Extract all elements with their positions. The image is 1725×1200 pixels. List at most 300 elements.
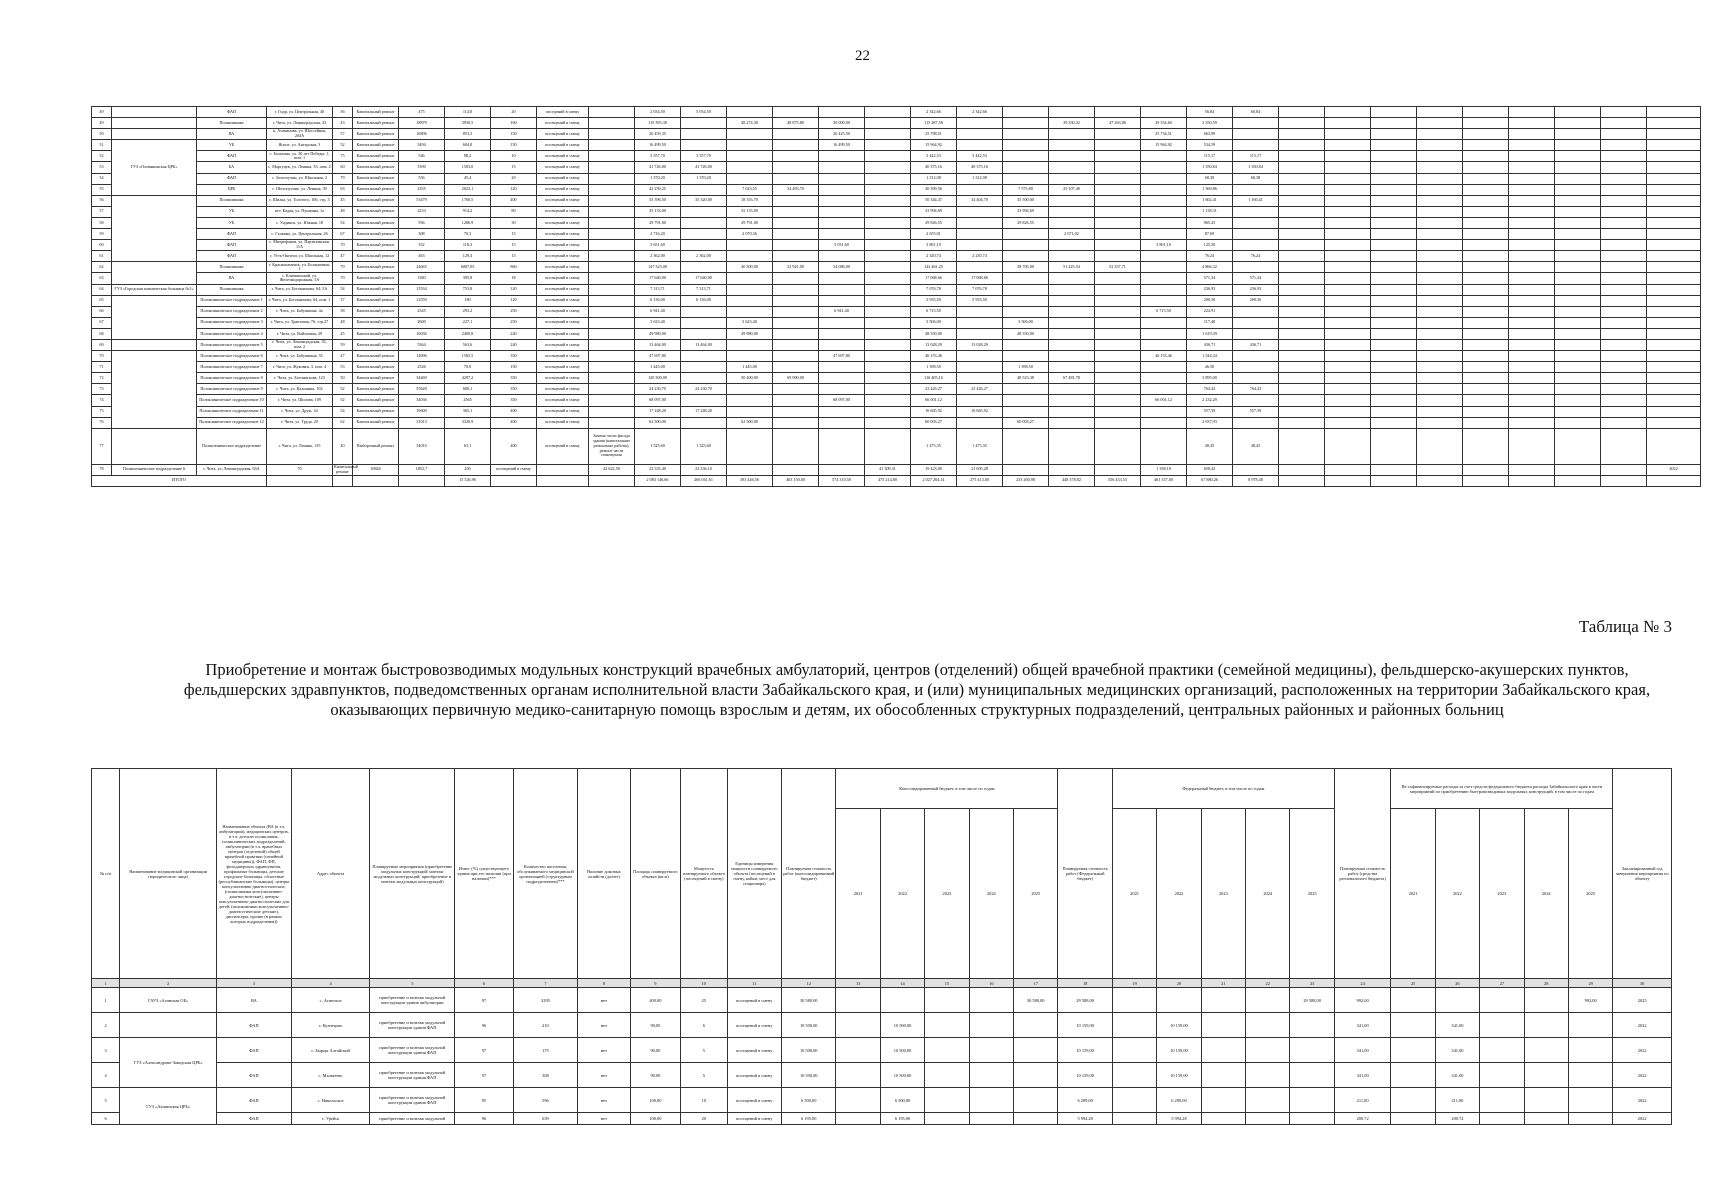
- amount-empty: [1601, 284, 1647, 295]
- org-name: ГАУЗ «Агинская ОБ»: [120, 988, 217, 1013]
- amount-f24: [1095, 362, 1141, 373]
- note: [589, 195, 635, 206]
- fed-year-value: [1246, 1063, 1290, 1088]
- area: 604,8: [445, 140, 491, 151]
- column-number: 20: [1157, 979, 1201, 988]
- amount-empty: [1325, 373, 1371, 384]
- amount-empty: [1555, 362, 1601, 373]
- population: 15534: [399, 284, 445, 295]
- amount-tot: 42 239,25: [635, 184, 681, 195]
- column-number: 21: [1201, 979, 1245, 988]
- row-number: 70: [92, 351, 112, 362]
- amount-s3: [819, 217, 865, 228]
- top-table-row: [92, 184, 1701, 195]
- capacity-unit: посещений в смену: [537, 229, 589, 240]
- amount-empty: [1647, 107, 1701, 118]
- amount-tot: 147 325,00: [635, 262, 681, 273]
- amount-f25: 15 964,92: [1141, 140, 1187, 151]
- column-number: 18: [1058, 979, 1112, 988]
- amount-tot: 2 034,50: [635, 107, 681, 118]
- row-number: 2: [92, 1013, 120, 1038]
- amount-f21: 1 475,35: [957, 428, 1003, 464]
- amount-empty: [1647, 118, 1701, 129]
- amount-tot: 47 697,80: [635, 351, 681, 362]
- amount-f: 116 405,16: [911, 373, 957, 384]
- amount-empty: [1279, 428, 1325, 464]
- amount-f25: [1141, 229, 1187, 240]
- amount-f22: [1003, 306, 1049, 317]
- amount-empty: [1601, 195, 1647, 206]
- amount-empty: [1279, 129, 1325, 140]
- amount-empty: [1417, 229, 1463, 240]
- amount-empty: [1647, 295, 1701, 306]
- work-type: Капитальный ремонт: [353, 384, 399, 395]
- amount-empty: [1555, 351, 1601, 362]
- amount-r21: 236,93: [1233, 284, 1279, 295]
- wear-percent: 48: [333, 206, 353, 217]
- object-type: ФАП: [197, 240, 267, 251]
- wear-percent: 70: [333, 273, 353, 284]
- amount-f23: 67 481,78: [1049, 373, 1095, 384]
- amount-s2: [773, 328, 819, 339]
- amount-s3: 54 086,00: [819, 262, 865, 273]
- amount-empty: [1279, 384, 1325, 395]
- total-f21: 275 413,00: [957, 475, 1003, 486]
- amount-r21: [1233, 129, 1279, 140]
- amount-empty: [1555, 240, 1601, 251]
- wear-percent: 97: [455, 1038, 514, 1063]
- reg-year-value: [1568, 1063, 1612, 1088]
- amount-r21: 60,84: [1233, 107, 1279, 118]
- capacity: 250: [491, 317, 537, 328]
- capacity-unit: посещений в смену: [537, 395, 589, 406]
- object-type: ВА: [217, 988, 292, 1013]
- cons-year-value: [836, 1013, 880, 1038]
- amount-r: 2 037,93: [1187, 417, 1233, 428]
- amount-empty: [1555, 317, 1601, 328]
- amount-empty: [1647, 428, 1701, 464]
- cons-cost: 10 500,00: [781, 1063, 835, 1088]
- amount-r: 1 358,18: [1141, 464, 1187, 475]
- amount-f22: [1003, 129, 1049, 140]
- amount-f21: [957, 317, 1003, 328]
- amount-c21: [681, 306, 727, 317]
- amount-f25: [1141, 151, 1187, 162]
- capacity-unit: посещений в смену: [537, 295, 589, 306]
- amount-empty: [1279, 306, 1325, 317]
- area: 70,3: [445, 229, 491, 240]
- amount-s2: [773, 151, 819, 162]
- object-address: г. Чита, ул. Ленинградская, 63А: [197, 464, 267, 475]
- column-number: 26: [1435, 979, 1479, 988]
- amount-s2: [773, 384, 819, 395]
- object-type: ФАП: [217, 1088, 292, 1113]
- amount-f24: [1095, 162, 1141, 173]
- capacity: 10: [491, 151, 537, 162]
- amount-empty: [1601, 273, 1647, 284]
- amount-s4: [865, 317, 911, 328]
- amount-empty: [1647, 406, 1701, 417]
- total-empty: [267, 475, 333, 486]
- amount-empty: [1279, 107, 1325, 118]
- amount-empty: [1417, 339, 1463, 350]
- total-empty: [491, 475, 537, 486]
- object-type: ФАП: [197, 173, 267, 184]
- amount-c21: 7 313,71: [681, 284, 727, 295]
- amount-empty: [1555, 162, 1601, 173]
- top-table-row: [92, 339, 1701, 350]
- amount-f23: [1049, 195, 1095, 206]
- top-table-row: [92, 262, 1701, 273]
- note: [589, 151, 635, 162]
- amount-empty: [1647, 240, 1701, 251]
- amount-f: 3 506,00: [911, 317, 957, 328]
- amount-empty: [1647, 162, 1701, 173]
- table-title: Приобретение и монтаж быстровозводимых модульных конструкций врачебных амбулаторий, центров (отделений) общей врачебной практики (семейной медицины), фельдшерско-акушерских пунктов, фельдшерских здравпунктов, подведомственных органам исполнительной власти Забайкальского края, и (или) муниципальных медицинских организаций, расположенных на территории Забайкальского края, оказывающих первичную медико-санитарную помощь взрослым и детям, их обособленных структурных подразделений, центральных районных и районных больниц: [183, 660, 1651, 719]
- object-type: Поликлиническое подразделение 7: [197, 362, 267, 373]
- population: 12559: [399, 295, 445, 306]
- amount-tot: 49 980,00: [635, 328, 681, 339]
- amount-empty: [1601, 129, 1647, 140]
- amount-empty: [1647, 395, 1701, 406]
- amount-f22: 21 605,28: [957, 464, 1003, 475]
- amount-empty: [1417, 464, 1463, 475]
- reg-cost: 992,00: [1334, 988, 1390, 1013]
- population: 18879: [399, 118, 445, 129]
- amount-empty: [1555, 129, 1601, 140]
- capacity: 15: [491, 229, 537, 240]
- wear-percent: 45: [333, 328, 353, 339]
- org-name: [120, 1013, 217, 1038]
- area: 180: [445, 295, 491, 306]
- amount-empty: [1509, 118, 1555, 129]
- object-type: Поликлиническое подразделение 6: [112, 464, 197, 475]
- area: 1852,7: [399, 464, 445, 475]
- top-table-row: [92, 240, 1701, 251]
- cons-cost: 6 500,00: [781, 1088, 835, 1113]
- work-type: Капитальный ремонт: [353, 295, 399, 306]
- amount-tot: 42 622,50: [589, 464, 635, 475]
- top-table-row: [92, 317, 1701, 328]
- amount-s2: [773, 284, 819, 295]
- work-type: Капитальный ремонт: [353, 140, 399, 151]
- amount-s1: 49 980,00: [727, 328, 773, 339]
- column-number: 9: [630, 979, 680, 988]
- row-number: 66: [92, 306, 112, 317]
- amount-empty: [1417, 273, 1463, 284]
- object-address: г. Чита, ул. Труда, 20: [267, 417, 333, 428]
- population: 16826: [353, 464, 399, 475]
- amount-c21: 1 370,20: [681, 173, 727, 184]
- top-table-row: [92, 195, 1701, 206]
- amount-empty: [1371, 173, 1417, 184]
- population: 24665: [399, 262, 445, 273]
- capacity-unit: посещений в смену: [537, 251, 589, 262]
- note: [589, 362, 635, 373]
- amount-r21: [1233, 362, 1279, 373]
- amount-s4: [865, 273, 911, 284]
- amount-f: 3 442,53: [911, 151, 957, 162]
- completion-year: 2022: [1647, 464, 1701, 475]
- capacity: 20: [491, 107, 537, 118]
- capacity-unit: посещений в смену: [537, 151, 589, 162]
- amount-empty: [1555, 295, 1601, 306]
- amount-tot: 17 248,20: [635, 406, 681, 417]
- top-table-row: [92, 373, 1701, 384]
- amount-c21: 6 136,00: [681, 295, 727, 306]
- amount-s1: [727, 107, 773, 118]
- object-type: Поликлиника: [197, 118, 267, 129]
- capacity: 150: [491, 129, 537, 140]
- amount-c21: 13 464,00: [681, 339, 727, 350]
- amount-empty: [1463, 151, 1509, 162]
- amount-s1: [727, 173, 773, 184]
- amount-f: 115 287,58: [911, 118, 957, 129]
- hdr-obj: Наименование объекта (ВА (в т.ч. амбулатории), медицинских центров, в т.ч. детских поликлиник, поликлинических подразделений, амбулатории (в т.ч. врачебных центров (отделений) общей врачебной практики (семейной медицины)), ФАП, ФП, фельдшерских здравпунктов, профильные больницы, детские городские больницы, областные (республиканские больницы), центры консультативно-диагностические, (поликлиники консультативно-диагностические), центры консультативно-диагностические для детей, (поликлиники консультативно-диагностические детские), диспансеры, прочие (в рамках которых подразделения)): [217, 769, 292, 979]
- note: [589, 107, 635, 118]
- capacity: 20: [491, 173, 537, 184]
- hdr-cost: Планируемая стоимость работ (консолидированный бюджет): [781, 769, 835, 979]
- amount-f22: [1003, 284, 1049, 295]
- area: 293,2: [445, 306, 491, 317]
- row-number: 62: [92, 262, 112, 273]
- reg-year-value: [1568, 1113, 1612, 1125]
- amount-s1: 62 500,00: [727, 417, 773, 428]
- amount-empty: [1555, 339, 1601, 350]
- wear-percent: 54: [333, 217, 353, 228]
- fed-year-value: [1201, 1088, 1245, 1113]
- amount-r21: [1233, 395, 1279, 406]
- object-address: г. Чита, ул. Ленинградская, 43: [267, 118, 333, 129]
- amount-s1: 2 070,36: [727, 229, 773, 240]
- population: 2355: [399, 184, 445, 195]
- wear-percent: 47: [333, 251, 353, 262]
- row-number: 60: [92, 240, 112, 251]
- area: 1503,0: [445, 162, 491, 173]
- amount-empty: [1509, 184, 1555, 195]
- amount-s2: 52 941,00: [773, 262, 819, 273]
- row-number: 74: [92, 395, 112, 406]
- amount-s3: 26 425,50: [819, 129, 865, 140]
- amount-empty: [1371, 417, 1417, 428]
- amount-s3: [819, 428, 865, 464]
- capacity-unit: посещений в смену: [727, 1063, 781, 1088]
- wear-percent: 70: [267, 464, 333, 475]
- note: [589, 262, 635, 273]
- column-number: 28: [1524, 979, 1568, 988]
- top-table-row: [92, 395, 1701, 406]
- amount-s3: 30 000,00: [819, 118, 865, 129]
- amount-s2: [773, 162, 819, 173]
- cons-year-value: [969, 1113, 1013, 1125]
- amount-f22: 60 003,27: [1003, 417, 1049, 428]
- amount-empty: [1555, 140, 1601, 151]
- column-number: 3: [217, 979, 292, 988]
- amount-empty: [1601, 240, 1647, 251]
- amount-s3: [819, 151, 865, 162]
- amount-s3: [819, 206, 865, 217]
- amount-f: 46 153,46: [911, 351, 957, 362]
- fed-year-value: [1290, 1063, 1334, 1088]
- amount-empty: [1601, 295, 1647, 306]
- work-type: Капитальный ремонт: [353, 273, 399, 284]
- work-type: Капитальный ремонт: [353, 229, 399, 240]
- amount-f21: 16 665,92: [957, 406, 1003, 417]
- amount-f23: [1049, 395, 1095, 406]
- object-address: г. Чита, ул. Ленина, 135: [267, 428, 333, 464]
- area: 227,1: [445, 317, 491, 328]
- top-table-row: [92, 351, 1701, 362]
- amount-empty: [1371, 251, 1417, 262]
- cons-year-value: [836, 1088, 880, 1113]
- amount-f25: [1095, 464, 1141, 475]
- top-table-row: [92, 162, 1701, 173]
- amount-s2: [773, 339, 819, 350]
- amount-empty: [1509, 173, 1555, 184]
- amount-empty: [1463, 140, 1509, 151]
- amount-empty: [1371, 306, 1417, 317]
- amount-r: 76,24: [1187, 251, 1233, 262]
- cons-year-value: 30 580,00: [1014, 988, 1058, 1013]
- area: 63,1: [445, 428, 491, 464]
- fed-year-value: [1201, 1013, 1245, 1038]
- amount-f22: [1003, 428, 1049, 464]
- amount-empty: [1279, 184, 1325, 195]
- wear-percent: 70: [333, 240, 353, 251]
- amount-empty: [1555, 273, 1601, 284]
- capacity-unit: посещений в смену: [537, 273, 589, 284]
- amount-empty: [1601, 162, 1647, 173]
- amount-empty: [1463, 351, 1509, 362]
- amount-s1: 35 133,00: [727, 206, 773, 217]
- note: [589, 306, 635, 317]
- amount-f21: [957, 395, 1003, 406]
- column-number: 14: [880, 979, 924, 988]
- work-type: Капитальный ремонт: [353, 184, 399, 195]
- capacity: 25: [681, 988, 727, 1013]
- column-number: 29: [1568, 979, 1612, 988]
- object-address: г. Чита, ул. Шилова, 109: [267, 395, 333, 406]
- bottom-table-row: [92, 988, 1672, 1013]
- amount-f23: 25 107,40: [1049, 184, 1095, 195]
- amount-s4: [819, 464, 865, 475]
- amount-empty: [1509, 362, 1555, 373]
- amount-empty: [1279, 395, 1325, 406]
- wear-percent: 37: [333, 295, 353, 306]
- amount-f: 41 309,31: [865, 464, 911, 475]
- amount-c21: [681, 362, 727, 373]
- amount-empty: [1417, 295, 1463, 306]
- cons-year-value: [880, 988, 924, 1013]
- capacity-unit: посещений в смену: [537, 129, 589, 140]
- amount-empty: [1371, 162, 1417, 173]
- population: 2345: [399, 306, 445, 317]
- amount-empty: [1647, 373, 1701, 384]
- amount-empty: [1371, 229, 1417, 240]
- amount-c21: [681, 217, 727, 228]
- amount-f21: 2 230,74: [957, 251, 1003, 262]
- amount-s4: [865, 206, 911, 217]
- top-table-row: [92, 118, 1701, 129]
- amount-empty: [1555, 107, 1601, 118]
- households: нет: [578, 1113, 630, 1125]
- object-type: Поликлиническое подразделение 3: [197, 317, 267, 328]
- column-number: 22: [1246, 979, 1290, 988]
- fed-year-value: [1246, 988, 1290, 1013]
- amount-r21: [1233, 328, 1279, 339]
- total-population: [399, 475, 445, 486]
- amount-s4: [865, 184, 911, 195]
- amount-r21: 658,42: [1187, 464, 1233, 475]
- reg-year-value: [1435, 988, 1479, 1013]
- amount-f22: 38 705,00: [1003, 262, 1049, 273]
- amount-empty: [1325, 140, 1371, 151]
- amount-f: 1 475,35: [911, 428, 957, 464]
- capacity-unit: посещений в смену: [537, 417, 589, 428]
- note: [537, 464, 589, 475]
- capacity: 250: [491, 306, 537, 317]
- amount-s2: [773, 306, 819, 317]
- amount-empty: [1325, 464, 1371, 475]
- amount-empty: [1555, 406, 1601, 417]
- amount-f23: [1049, 173, 1095, 184]
- amount-empty: [1509, 406, 1555, 417]
- wear-percent: 54: [333, 406, 353, 417]
- work-type: Капитальный ремонт: [353, 107, 399, 118]
- amount-f: 50 344,47: [911, 195, 957, 206]
- amount-s3: [819, 384, 865, 395]
- work-type: Капитальный ремонт: [353, 317, 399, 328]
- capacity: 20: [681, 1113, 727, 1125]
- amount-s3: [819, 362, 865, 373]
- amount-s4: [865, 284, 911, 295]
- amount-empty: [1463, 362, 1509, 373]
- amount-empty: [1371, 195, 1417, 206]
- capacity-unit: посещений в смену: [537, 384, 589, 395]
- amount-empty: [1463, 295, 1509, 306]
- amount-f22: [1003, 339, 1049, 350]
- amount-empty: [1647, 229, 1701, 240]
- amount-r: 663,99: [1187, 129, 1233, 140]
- hdr-year-2025: 2025: [1014, 809, 1058, 979]
- amount-empty: [1371, 362, 1417, 373]
- amount-r21: [1233, 262, 1279, 273]
- amount-f23: [1049, 140, 1095, 151]
- amount-empty: [1509, 273, 1555, 284]
- amount-tot: 41 726,00: [635, 162, 681, 173]
- amount-empty: [1555, 417, 1601, 428]
- amount-s1: [727, 129, 773, 140]
- amount-empty: [1279, 251, 1325, 262]
- org-name: [112, 195, 197, 262]
- column-number: 30: [1613, 979, 1672, 988]
- amount-empty: [1325, 107, 1371, 118]
- reg-year-value: [1480, 1113, 1524, 1125]
- amount-r: 571,34: [1187, 273, 1233, 284]
- reg-year-value: [1391, 988, 1435, 1013]
- work-type: Капитальный ремонт: [353, 151, 399, 162]
- amount-s2: [773, 362, 819, 373]
- amount-r: 56,84: [1187, 107, 1233, 118]
- amount-empty: [1509, 395, 1555, 406]
- amount-empty: [1325, 284, 1371, 295]
- amount-s2: [773, 129, 819, 140]
- wear-percent: 52: [333, 384, 353, 395]
- object-type: ВА: [197, 273, 267, 284]
- amount-f24: [1095, 295, 1141, 306]
- amount-empty: [1325, 306, 1371, 317]
- cons-year-value: [969, 988, 1013, 1013]
